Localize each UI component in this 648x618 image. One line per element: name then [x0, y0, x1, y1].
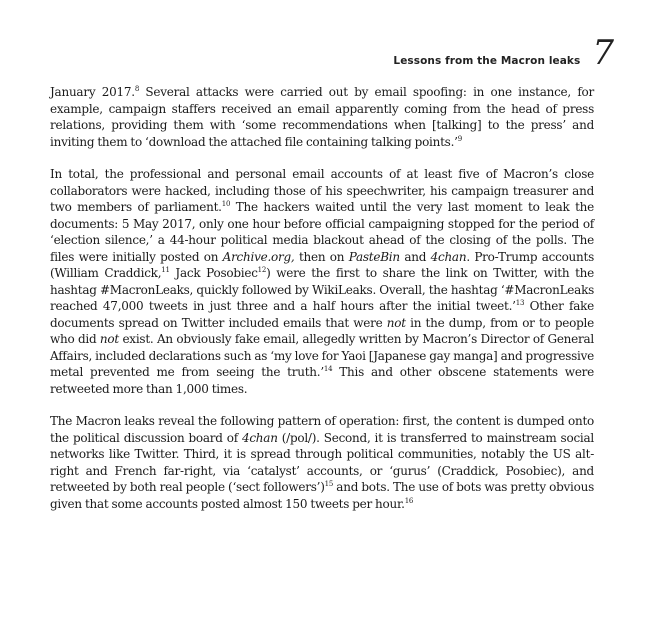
italic-text: PasteBin — [348, 249, 400, 264]
body-text — [50, 84, 594, 528]
text-span: in the dump, from or to people who did — [50, 315, 594, 346]
footnote-ref[interactable]: 15 — [324, 480, 334, 488]
text-span: Other fake documents spread on Twitter included emails that were — [50, 299, 594, 330]
text-span: and — [399, 249, 431, 264]
text-span: ) were the first to share the link on Twitter, with the hashtag #MacronLeaks, quickly followed by WikiLeaks. Overall, the hashtag ‘#MacronLeaks reached 47,000 tweets in just three and a half hours after the initial tweet.’ — [50, 266, 594, 313]
italic-text: Archive.org, — [222, 249, 295, 264]
footnote-ref[interactable]: 8 — [134, 85, 140, 93]
italic-text: 4chan — [430, 249, 467, 264]
footnote-ref[interactable]: 12 — [257, 266, 267, 274]
italic-text: 4chan — [241, 430, 278, 445]
text-span: and bots. The use of bots was pretty obvious given that some accounts posted almost 150 tweets per hour. — [50, 480, 594, 511]
footnote-ref[interactable]: 11 — [161, 266, 170, 274]
footnote-ref[interactable]: 13 — [515, 299, 525, 307]
text-span: This and other obscene statements were retweeted more than 1,000 times. — [50, 365, 595, 396]
text-span: The Macron leaks reveal the following pattern of operation: first, the content is dumped onto the political discussion board of — [50, 414, 594, 445]
text-span: The hackers waited until the very last moment to leak the documents: 5 May 2017, only one hour before official campaigning stopped for the period of ‘election silence,’ a 44-hour political media blackout ahead of the closing of the polls. The files were initially posted on — [50, 200, 594, 264]
footnote-ref[interactable]: 14 — [323, 365, 333, 373]
footnote-ref[interactable]: 9 — [457, 134, 462, 143]
text-span: Several attacks were carried out by email spoofing: in one instance, for example, campaign staffers received an email apparently coming from the head of press relations, providing them with ‘some recommendations when [talking] to the press’ and inviting them to ‘download the attached file containing talking points.’ — [50, 85, 594, 149]
text-span: Jack Posobiec — [169, 266, 258, 280]
paragraph-2 — [50, 166, 594, 397]
running-header-title: Lessons from the Macron leaks — [393, 55, 581, 67]
text-span: then on — [294, 249, 349, 264]
text-span: In total, the professional and personal email accounts of at least five of Macron’s close collaborators were hacked, including those of his speechwriter, his campaign treasurer and two members of parliament. — [50, 167, 594, 214]
running-header — [393, 33, 614, 73]
text-span: exist. An obviously fake email, allegedly written by Macron’s Director of General Affairs, included declarations such as ‘my love for Yaoi [Japanese gay manga] and progressive metal prevented me from seeing the truth.’ — [50, 332, 594, 379]
footnote-ref[interactable]: 16 — [404, 496, 414, 505]
text-span: (/pol/). Second, it is transferred to mainstream social networks like Twitter. Third, it is spread through political communities, notably the US alt-right and French far-right, via ‘catalyst’ accounts, or ‘gurus’ (Craddick, Posobiec), and retweeted by both real people (‘sect followers’) — [50, 430, 594, 494]
paragraph-1 — [50, 84, 594, 150]
text-span: January 2017. — [50, 85, 135, 99]
footnote-ref[interactable]: 10 — [221, 200, 231, 208]
paragraph-3 — [50, 413, 594, 512]
page-number: 7 — [592, 33, 614, 73]
italic-text: not — [386, 315, 406, 330]
italic-text: not — [99, 332, 119, 346]
text-span: . Pro-Trump accounts (William Craddick, — [50, 249, 594, 280]
